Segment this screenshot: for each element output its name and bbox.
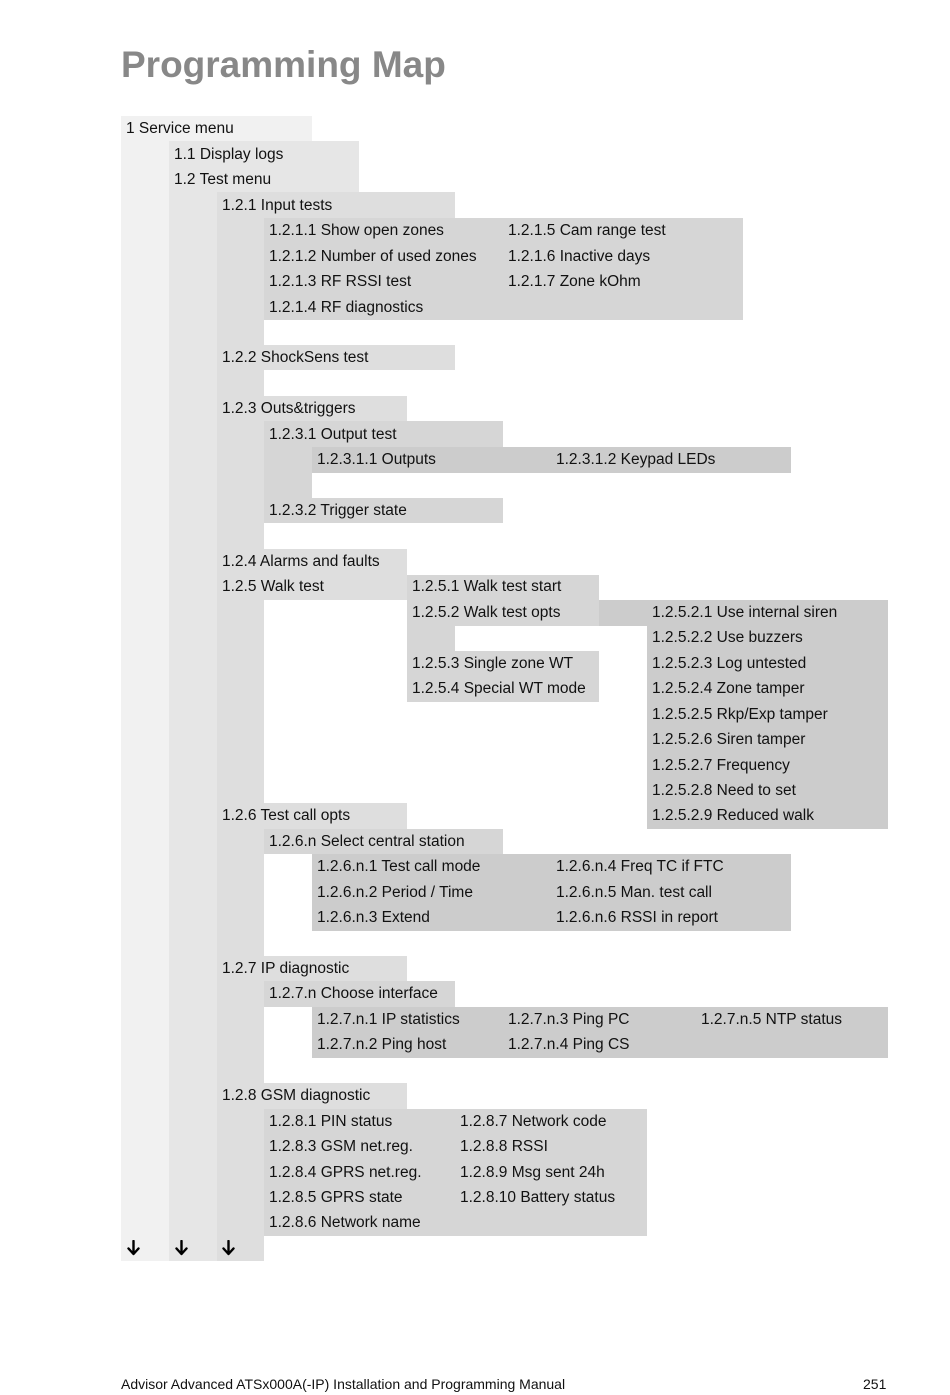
arrow-down-icon [222,1240,235,1256]
menu-item: 1.2.8.6 Network name [269,1214,421,1231]
menu-item: 1.2 Test menu [174,171,272,188]
menu-item: 1.2.5.2.9 Reduced walk [652,807,814,824]
menu-item: 1.2.8.3 GSM net.reg. [269,1138,413,1155]
menu-item: 1.2.5 Walk test [222,578,324,595]
menu-item: 1.2.8.10 Battery status [460,1189,616,1206]
arrow-down-icon [127,1240,140,1256]
menu-item: 1.2.8.8 RSSI [460,1138,548,1155]
menu-item: 1.2.6 Test call opts [222,807,351,824]
menu-item: 1.2.7.n.1 IP statistics [317,1011,460,1028]
menu-item: 1.2.7.n.3 Ping PC [508,1011,630,1028]
menu-item: 1.2.8.1 PIN status [269,1113,393,1130]
menu-item: 1.2.6.n.4 Freq TC if FTC [556,858,724,875]
menu-item: 1.2.5.4 Special WT mode [412,680,586,697]
level1-column [121,116,169,1261]
menu-item: 1.2.8.4 GPRS net.reg. [269,1164,422,1181]
menu-item: 1.2.8.5 GPRS state [269,1189,403,1206]
menu-item: 1.2.7.n.5 NTP status [701,1011,843,1028]
menu-item: 1.2.5.2.3 Log untested [652,655,807,672]
menu-item: 1.2.5.3 Single zone WT [412,655,574,672]
menu-item: 1.2.3.1 Output test [269,426,397,443]
menu-item: 1.2.5.2.2 Use buzzers [652,629,803,646]
menu-item: 1 Service menu [126,120,234,137]
output-test-column [264,447,312,498]
menu-item: 1.2.6.n.1 Test call mode [317,858,481,875]
menu-item: 1.2.8.7 Network code [460,1113,607,1130]
level2-column [169,141,217,1261]
menu-item: 1.2.6.n.2 Period / Time [317,884,473,901]
menu-item: 1.2.5.2.4 Zone tamper [652,680,805,697]
menu-item: 1.2.8 GSM diagnostic [222,1087,371,1104]
menu-item: 1.2.3.1.2 Keypad LEDs [556,451,716,468]
menu-item: 1.2.3 Outs&triggers [222,400,356,417]
menu-item: 1.2.2 ShockSens test [222,349,369,366]
page-title: Programming Map [121,44,446,85]
footer-manual-title: Advisor Advanced ATSx000A(-IP) Installation and Programming Manual [121,1376,566,1392]
menu-item: 1.2.8.9 Msg sent 24h [460,1164,605,1181]
menu-item: 1.2.6.n.5 Man. test call [556,884,712,901]
menu-item: 1.2.6.n Select central station [269,833,465,850]
menu-item: 1.2.5.2.8 Need to set [652,782,796,799]
menu-item: 1.2.1 Input tests [222,197,333,214]
menu-item: 1.2.5.2.7 Frequency [652,757,790,774]
menu-item: 1.2.4 Alarms and faults [222,553,380,570]
walk-test-column [407,626,455,651]
menu-item: 1.2.5.2 Walk test opts [412,604,561,621]
menu-item: 1.2.3.1.1 Outputs [317,451,436,468]
menu-item: 1.2.1.4 RF diagnostics [269,299,424,316]
menu-item: 1.2.7.n.4 Ping CS [508,1036,630,1053]
page-number: 251 [863,1376,887,1392]
arrow-down-icon [175,1240,188,1256]
menu-item: 1.2.1.1 Show open zones [269,222,444,239]
menu-item: 1.2.3.2 Trigger state [269,502,407,519]
menu-item: 1.2.7 IP diagnostic [222,960,350,977]
menu-item: 1.2.5.2.1 Use internal siren [652,604,838,621]
menu-item: 1.2.5.2.5 Rkp/Exp tamper [652,706,828,723]
menu-item: 1.2.1.2 Number of used zones [269,248,477,265]
menu-item: 1.2.1.3 RF RSSI test [269,273,412,290]
menu-item: 1.2.1.5 Cam range test [508,222,666,239]
menu-item: 1.2.7.n.2 Ping host [317,1036,447,1053]
menu-item: 1.2.1.7 Zone kOhm [508,273,641,290]
walk-opts-bar [599,600,647,626]
menu-item: 1.1 Display logs [174,146,284,163]
menu-item: 1.2.6.n.3 Extend [317,909,430,926]
menu-item: 1.2.5.1 Walk test start [412,578,562,595]
menu-item: 1.2.7.n Choose interface [269,985,438,1002]
menu-item: 1.2.5.2.6 Siren tamper [652,731,806,748]
menu-item: 1.2.1.6 Inactive days [508,248,651,265]
menu-item: 1.2.6.n.6 RSSI in report [556,909,718,926]
